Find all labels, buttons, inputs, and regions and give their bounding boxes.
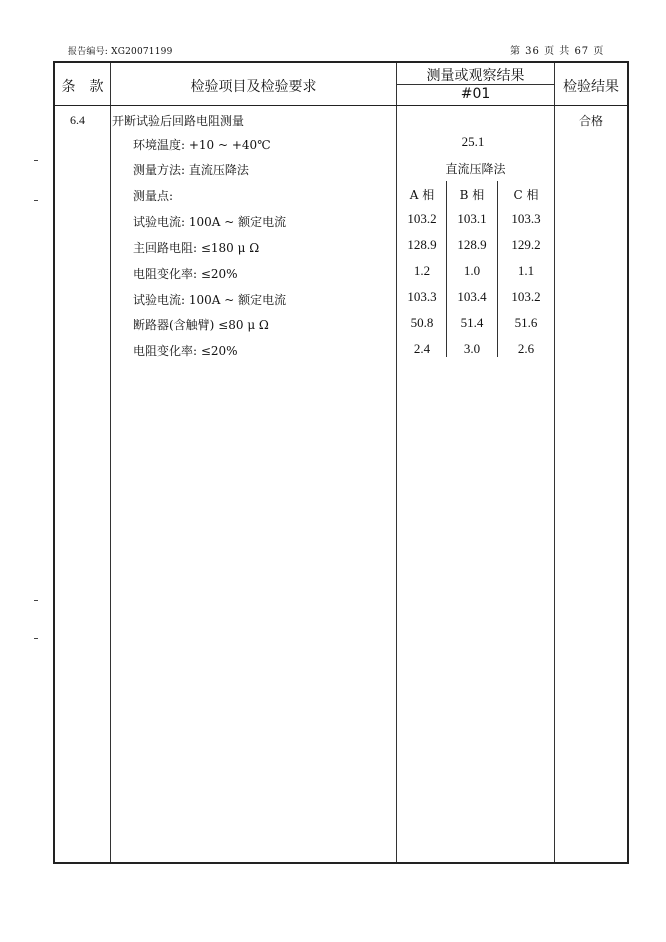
margin-mark bbox=[34, 600, 38, 601]
row-label: 测量方法: 直流压降法 bbox=[133, 163, 249, 177]
column-divider bbox=[396, 63, 397, 862]
value-c: 51.6 bbox=[514, 315, 538, 330]
column-divider bbox=[110, 63, 111, 862]
value-b: 1.0 bbox=[463, 263, 481, 278]
margin-mark bbox=[34, 638, 38, 639]
value-c: 1.1 bbox=[517, 263, 535, 278]
value-a: 128.9 bbox=[407, 237, 437, 252]
value-b: 103.1 bbox=[457, 211, 487, 226]
phase-c-label: C 相 bbox=[513, 188, 539, 202]
row-label: 环境温度: +10 ~ +40℃ bbox=[133, 138, 271, 152]
value-a: 103.2 bbox=[407, 211, 437, 226]
value-a: 1.2 bbox=[413, 263, 431, 278]
value-b: 51.4 bbox=[460, 315, 484, 330]
value-c: 103.3 bbox=[511, 211, 541, 226]
header-clause: 条 款 bbox=[61, 79, 104, 95]
value-c: 129.2 bbox=[511, 237, 541, 252]
page-info: 第 36 页 共 67 页 bbox=[510, 46, 605, 57]
value-b: 3.0 bbox=[463, 341, 481, 356]
phase-b-label: B 相 bbox=[459, 188, 485, 202]
value-b: 128.9 bbox=[457, 237, 487, 252]
value-c: 103.2 bbox=[511, 289, 541, 304]
report-number: 报告编号: XG20071199 bbox=[68, 47, 173, 57]
value-a: 2.4 bbox=[413, 341, 431, 356]
header-verdict: 检验结果 bbox=[563, 79, 619, 95]
row-label: 测量点: bbox=[133, 189, 174, 203]
method-value: 直流压降法 bbox=[445, 162, 506, 176]
value-a: 103.3 bbox=[407, 289, 437, 304]
value-b: 103.4 bbox=[457, 289, 487, 304]
header-divider bbox=[55, 105, 627, 106]
clause-number: 6.4 bbox=[70, 113, 85, 127]
ambient-temperature-value: 25.1 bbox=[461, 134, 485, 149]
row-label: 电阻变化率: ≤20% bbox=[133, 267, 238, 281]
row-label: 试验电流: 100A ~ 额定电流 bbox=[133, 215, 287, 229]
row-label: 主回路电阻: ≤180 μ Ω bbox=[133, 241, 260, 255]
phase-a-label: A 相 bbox=[409, 188, 435, 202]
row-label: 电阻变化率: ≤20% bbox=[133, 344, 238, 358]
row-label: 断路器(含触臂) ≤80 μ Ω bbox=[133, 318, 269, 332]
header-measurement: 测量或观察结果 bbox=[426, 68, 525, 84]
margin-mark bbox=[34, 160, 38, 161]
phase-divider bbox=[497, 181, 498, 357]
column-divider bbox=[554, 63, 555, 862]
value-c: 2.6 bbox=[517, 341, 535, 356]
header-sample: #01 bbox=[460, 86, 491, 102]
header-items: 检验项目及检验要求 bbox=[190, 79, 317, 95]
margin-mark bbox=[34, 200, 38, 201]
inspection-table bbox=[53, 61, 629, 864]
value-a: 50.8 bbox=[410, 315, 434, 330]
clause-title: 开断试验后回路电阻测量 bbox=[112, 114, 245, 128]
row-label: 试验电流: 100A ~ 额定电流 bbox=[133, 293, 287, 307]
verdict-value: 合格 bbox=[579, 114, 604, 128]
